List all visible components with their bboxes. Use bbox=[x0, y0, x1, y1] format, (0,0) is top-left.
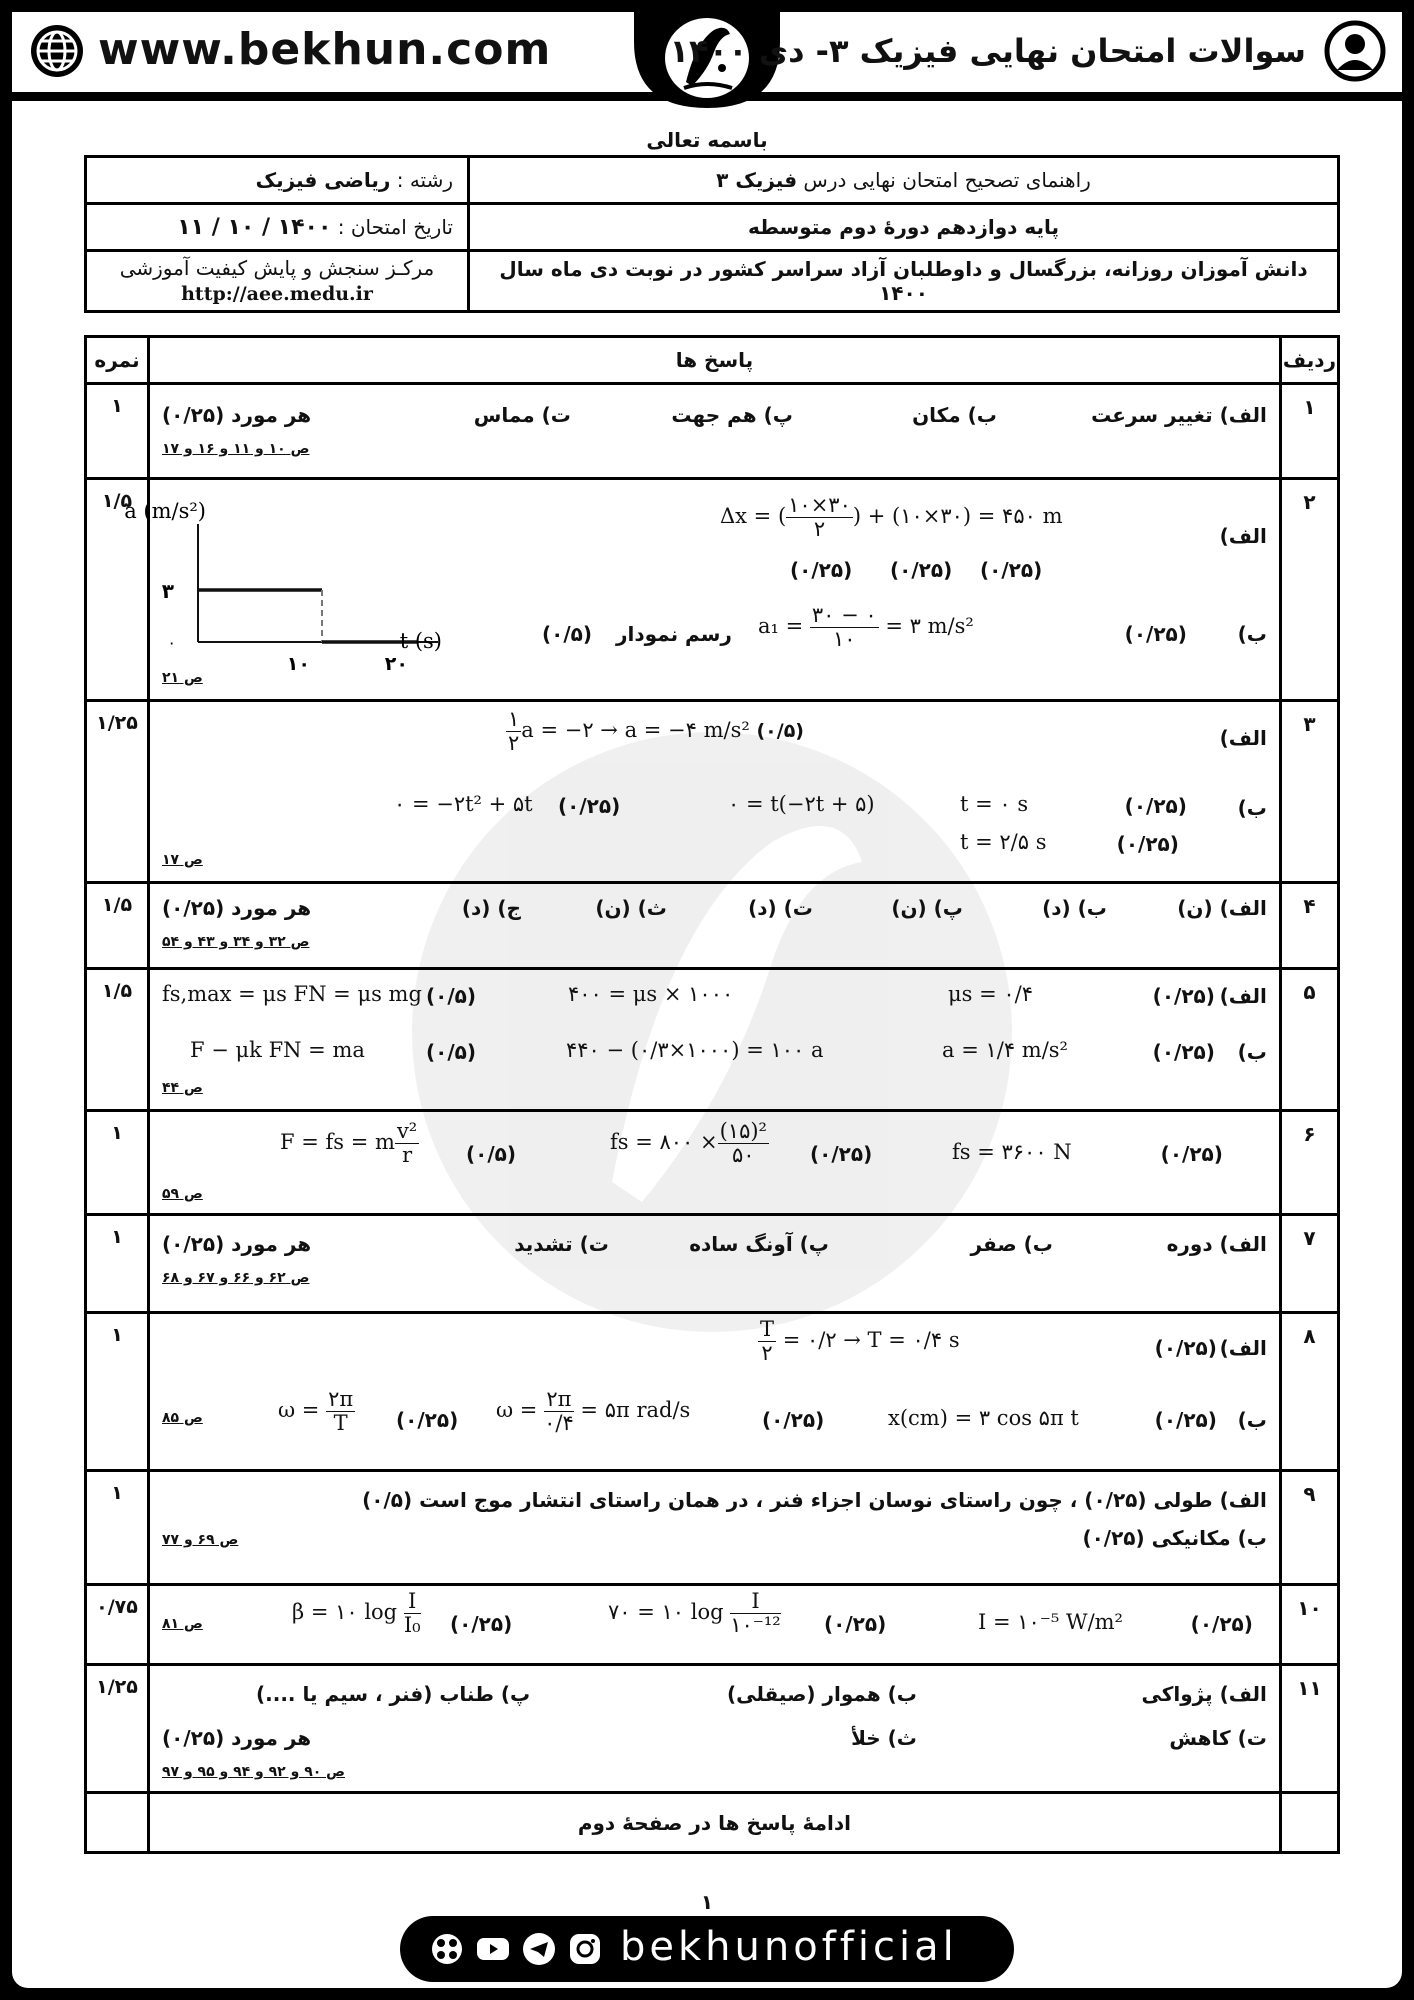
answer-item: ب) صفر bbox=[970, 1232, 1053, 1256]
row-score: ۱/۲۵ bbox=[86, 1665, 149, 1793]
score-mark: (۰/۲۵) bbox=[890, 558, 953, 582]
fraction bbox=[506, 708, 521, 755]
row-score: ۱/۵ bbox=[86, 969, 149, 1111]
table-row bbox=[86, 969, 1339, 1111]
part-label: ب) bbox=[1237, 1408, 1267, 1432]
part-label: ب) bbox=[1237, 1040, 1267, 1064]
score-mark: (۰/۲۵) bbox=[1154, 1408, 1217, 1432]
denominator: I₀ bbox=[403, 1613, 421, 1638]
row-score: ۱ bbox=[86, 1471, 149, 1585]
eq-rhs: ) + (۱۰×۳۰) = ۴۵۰ m bbox=[852, 504, 1063, 529]
row-score: ۱/۵ bbox=[86, 479, 149, 701]
eq-rhs: = ۳ m/s² bbox=[885, 614, 974, 639]
row-score: ۱ bbox=[86, 1111, 149, 1215]
col-score-header: نمره bbox=[86, 337, 149, 384]
equation-6a bbox=[280, 1120, 419, 1167]
denominator: r bbox=[402, 1143, 413, 1168]
score-mark: (۰/۲۵) bbox=[980, 558, 1043, 582]
answer-cell bbox=[124, 479, 1281, 701]
eq-lhs: ۷۰ = ۱۰ log bbox=[608, 1600, 724, 1625]
score-mark: (۰/۲۵) bbox=[1116, 832, 1179, 856]
equation-5b3: a = ۱/۴ m/s² bbox=[942, 1038, 1068, 1062]
graph-x-tick: ۲۰ bbox=[384, 653, 408, 675]
answer-item: ب) هموار (صیقلی) bbox=[726, 1682, 917, 1706]
eq-rhs: = ۵π rad/s bbox=[580, 1398, 691, 1423]
answer-item: ت) تشدید bbox=[514, 1232, 609, 1256]
equation-8a bbox=[758, 1318, 960, 1365]
score-mark: (۰/۲۵) bbox=[1124, 794, 1187, 818]
col-answers-header: پاسخ ها bbox=[149, 337, 1281, 384]
eq-lhs: a₁ = bbox=[758, 614, 804, 639]
page-reference: ص ۱۷ bbox=[162, 852, 203, 868]
table-row bbox=[86, 1215, 1339, 1313]
table-row bbox=[86, 1111, 1339, 1215]
acceleration-equation bbox=[758, 604, 974, 651]
header bbox=[12, 12, 1402, 101]
table-row bbox=[86, 883, 1339, 969]
part-label: الف) bbox=[1219, 984, 1267, 1008]
table-row bbox=[86, 1471, 1339, 1585]
score-mark: (۰/۲۵) bbox=[810, 1142, 873, 1166]
equation-8b1 bbox=[278, 1388, 355, 1435]
numerator: ۱۰×۳۰ bbox=[788, 493, 851, 517]
row-number: ۵ bbox=[1280, 969, 1338, 1111]
answer-cell bbox=[149, 883, 1281, 969]
part-label: الف) bbox=[1219, 726, 1267, 750]
answer-cell bbox=[149, 1665, 1281, 1793]
eq-lhs: ω = bbox=[278, 1398, 320, 1423]
graph-label: رسم نمودار bbox=[616, 622, 732, 646]
answer-item: ث) خلأ bbox=[851, 1726, 917, 1750]
row-number: ۳ bbox=[1280, 701, 1338, 883]
row-score: ۱ bbox=[86, 1313, 149, 1471]
equation-3b1: ۰ = −۲t² + ۵t bbox=[394, 792, 533, 816]
denominator: ۵۰ bbox=[732, 1143, 755, 1168]
students-line: دانش آموزان روزانه، بزرگسال و داوطلبان آزاد سراسر کشور در نوبت دی ماه سال ۱۴۰۰ bbox=[469, 251, 1339, 312]
answer-item: ت) کاهش bbox=[1169, 1726, 1267, 1750]
page-reference: ص ۴۴ bbox=[162, 1080, 203, 1096]
eq-lhs: Δx = ( bbox=[720, 504, 787, 529]
equation-3b4: t = ۲/۵ s bbox=[960, 830, 1047, 854]
denominator: ۰/۴ bbox=[544, 1411, 574, 1436]
score-mark: (۰/۲۵) bbox=[1160, 1142, 1223, 1166]
numerator: ۲π bbox=[328, 1387, 354, 1411]
fraction bbox=[544, 1388, 574, 1435]
table-row bbox=[86, 1665, 1339, 1793]
score-mark: (۰/۲۵) bbox=[1124, 622, 1187, 646]
empty-cell bbox=[1280, 1793, 1338, 1853]
numerator: v² bbox=[396, 1119, 418, 1143]
acceleration-time-graph bbox=[124, 488, 516, 675]
eq-lhs: fs = ۸۰۰ × bbox=[610, 1130, 718, 1155]
equation-10c: I = ۱۰⁻⁵ W/m² bbox=[978, 1610, 1123, 1634]
denominator: ۲ bbox=[813, 517, 826, 542]
equation-3b2: ۰ = t(−۲t + ۵) bbox=[728, 792, 875, 816]
row-score: ۱/۵ bbox=[86, 883, 149, 969]
continue-note: ادامهٔ پاسخ ها در صفحهٔ دوم bbox=[149, 1793, 1281, 1853]
score-mark: (۰/۵) bbox=[756, 720, 804, 743]
youtube-icon[interactable] bbox=[476, 1932, 510, 1966]
denominator: T bbox=[333, 1411, 348, 1436]
graph-x-tick: ۱۰ bbox=[286, 653, 310, 675]
row-number: ۸ bbox=[1280, 1313, 1338, 1471]
graph-origin: ۰ bbox=[167, 633, 176, 652]
instagram-icon[interactable] bbox=[568, 1932, 602, 1966]
part-label: ب) bbox=[1237, 622, 1267, 646]
numerator: I bbox=[730, 1590, 780, 1614]
numerator: ۱ bbox=[508, 707, 520, 731]
page-reference: ص ۸۱ bbox=[162, 1616, 203, 1632]
displacement-equation bbox=[720, 494, 1063, 541]
graph-y-label: a (m/s²) bbox=[124, 499, 206, 523]
row-number: ۱۱ bbox=[1280, 1665, 1338, 1793]
score-mark: (۰/۲۵) bbox=[450, 1612, 513, 1636]
aparat-icon[interactable] bbox=[430, 1932, 464, 1966]
row-number: ۶ bbox=[1280, 1111, 1338, 1215]
empty-cell bbox=[86, 1793, 149, 1853]
center-url[interactable]: http://aee.medu.ir bbox=[181, 282, 373, 305]
numerator: ۲π bbox=[544, 1388, 574, 1412]
header-title: سوالات امتحان نهایی فیزیک ۳- دی ۱۴۰۰ bbox=[669, 32, 1306, 70]
fraction bbox=[718, 1120, 769, 1167]
row-number: ۲ bbox=[1280, 479, 1338, 701]
score-mark: (۰/۲۵) bbox=[1154, 1336, 1217, 1360]
numerator: T bbox=[760, 1317, 775, 1341]
course-name: فیزیک ۳ bbox=[716, 168, 798, 192]
field-value: ریاضی فیزیک bbox=[255, 168, 391, 192]
score-mark: (۰/۵) bbox=[466, 1142, 516, 1166]
score-mark: (۰/۵) bbox=[542, 622, 592, 646]
score-mark: (۰/۵) bbox=[426, 984, 476, 1008]
equation-3b3: t = ۰ s bbox=[960, 792, 1029, 816]
table-row bbox=[86, 1793, 1339, 1853]
part-label: الف) bbox=[1219, 1336, 1267, 1360]
page-reference: ص ۶۲ و ۶۶ و ۶۷ و ۶۸ bbox=[162, 1270, 310, 1286]
answer-item: الف) (ن) bbox=[1177, 896, 1267, 920]
answer-cell bbox=[149, 1313, 1281, 1471]
answer-cell bbox=[149, 969, 1281, 1111]
exam-info-table bbox=[84, 155, 1340, 313]
part-label: الف) bbox=[1219, 524, 1267, 548]
answer-item: پ) هم جهت bbox=[671, 403, 793, 427]
equation-6c: fs = ۳۶۰۰ N bbox=[952, 1140, 1072, 1164]
fraction bbox=[730, 1590, 780, 1637]
page-reference: ص ۲۱ bbox=[162, 670, 203, 686]
score-mark: (۰/۲۵) bbox=[790, 558, 853, 582]
answer-line: ب) مکانیکی (۰/۲۵) bbox=[1082, 1526, 1267, 1550]
denominator: ۱۰⁻¹² bbox=[730, 1613, 781, 1638]
equation-6b bbox=[610, 1120, 769, 1167]
social-handle[interactable]: bekhunofficial bbox=[620, 1924, 958, 1970]
answer-cell bbox=[149, 1111, 1281, 1215]
answer-item: ت) مماس bbox=[473, 403, 571, 427]
score-note: هر مورد (۰/۲۵) bbox=[162, 896, 312, 920]
user-icon bbox=[1324, 20, 1386, 82]
bismillah: باسمه تعالی bbox=[646, 128, 768, 152]
answer-item: ج) (د) bbox=[461, 896, 521, 920]
social-footer bbox=[400, 1916, 1014, 1982]
equation-5b1: F − μk FN = ma bbox=[190, 1038, 365, 1062]
denominator: ۲ bbox=[508, 731, 520, 756]
answer-item: الف) پژواکی bbox=[1141, 1682, 1267, 1706]
answer-item: الف) دوره bbox=[1166, 1232, 1267, 1256]
date-label: تاریخ امتحان : bbox=[337, 214, 453, 239]
row-score: ۱ bbox=[86, 1215, 149, 1313]
answer-item: ب) (د) bbox=[1042, 896, 1107, 920]
score-mark: (۰/۲۵) bbox=[1152, 984, 1215, 1008]
answer-item: ث) (ن) bbox=[595, 896, 667, 920]
part-label: ب) bbox=[1237, 796, 1267, 820]
page-reference: ص ۶۹ و ۷۷ bbox=[162, 1532, 239, 1548]
score-mark: (۰/۲۵) bbox=[824, 1612, 887, 1636]
eq-rhs: = ۰/۲ → T = ۰/۴ s bbox=[782, 1328, 960, 1353]
answers-header-row bbox=[86, 337, 1339, 384]
graph-x-label: t (s) bbox=[399, 629, 442, 653]
table-row bbox=[86, 701, 1339, 883]
col-row-header: ردیف bbox=[1280, 337, 1338, 384]
row-number: ۱۰ bbox=[1280, 1585, 1338, 1665]
globe-icon bbox=[28, 22, 86, 80]
date-cell bbox=[86, 204, 469, 251]
equation-5a1: fs,max = μs FN = μs mg bbox=[162, 982, 422, 1006]
graph-y-tick: ۳ bbox=[161, 579, 174, 603]
site-url[interactable]: www.bekhun.com bbox=[98, 24, 552, 75]
eq-lhs: ω = bbox=[496, 1398, 538, 1423]
row-score: ۱ bbox=[86, 384, 149, 479]
page-reference: ص ۱۰ و ۱۱ و ۱۶ و ۱۷ bbox=[162, 441, 310, 457]
score-mark: (۰/۵) bbox=[426, 1040, 476, 1064]
fraction bbox=[786, 494, 853, 541]
answers-table bbox=[84, 335, 1340, 1854]
fraction bbox=[395, 1120, 419, 1167]
row-number: ۴ bbox=[1280, 883, 1338, 969]
exam-date: ۱۴۰۰ / ۱۰ / ۱۱ bbox=[177, 214, 332, 240]
score-mark: (۰/۲۵) bbox=[762, 1408, 825, 1432]
row-number: ۹ bbox=[1280, 1471, 1338, 1585]
eq-rhs: a = −۲ → a = −۴ m/s² bbox=[521, 718, 750, 743]
row-number: ۱ bbox=[1280, 384, 1338, 479]
row-score: ۱/۲۵ bbox=[86, 701, 149, 883]
equation-8b2 bbox=[496, 1388, 690, 1435]
denominator: ۱۰ bbox=[833, 627, 856, 652]
telegram-icon[interactable] bbox=[522, 1932, 556, 1966]
answer-item: پ) طناب (فنر ، سیم یا ....) bbox=[256, 1682, 531, 1706]
eq-lhs: F = fs = m bbox=[280, 1130, 395, 1155]
fraction bbox=[326, 1388, 355, 1435]
equation-5b2: ۴۴۰ − (۰/۳×۱۰۰۰) = ۱۰۰ a bbox=[566, 1038, 824, 1062]
row-number: ۷ bbox=[1280, 1215, 1338, 1313]
center-name: مرکـز سنجش و پایش کیفیت آموزشی bbox=[119, 255, 435, 280]
table-row bbox=[86, 384, 1339, 479]
score-mark: (۰/۲۵) bbox=[396, 1408, 459, 1432]
score-mark: (۰/۲۵) bbox=[558, 794, 621, 818]
score-note: هر مورد (۰/۲۵) bbox=[162, 403, 312, 427]
answer-item: ت) (د) bbox=[748, 896, 813, 920]
fraction bbox=[404, 1590, 421, 1637]
page-number: ۱ bbox=[700, 1890, 714, 1914]
equation-5a3: μs = ۰/۴ bbox=[948, 982, 1034, 1006]
answer-cell bbox=[149, 1471, 1281, 1585]
answer-cell bbox=[149, 1215, 1281, 1313]
numerator: (۱۵)² bbox=[719, 1119, 767, 1143]
field-label: رشته : bbox=[396, 168, 453, 192]
score-mark: (۰/۲۵) bbox=[1152, 1040, 1215, 1064]
equation-10a bbox=[292, 1590, 421, 1637]
answer-cell bbox=[149, 701, 1281, 883]
table-row bbox=[86, 1313, 1339, 1471]
score-note: هر مورد (۰/۲۵) bbox=[162, 1232, 312, 1256]
equation-5a2: ۴۰۰ = μs × ۱۰۰۰ bbox=[568, 982, 734, 1006]
answer-cell bbox=[149, 1585, 1281, 1665]
fraction bbox=[758, 1318, 776, 1365]
denominator: ۲ bbox=[761, 1341, 773, 1366]
page-frame bbox=[12, 12, 1402, 1988]
numerator: ۳۰ − ۰ bbox=[811, 603, 877, 627]
grade: پایه دوازدهم دورهٔ دوم متوسطه bbox=[469, 204, 1339, 251]
score-mark: (۰/۲۵) bbox=[1190, 1612, 1253, 1636]
page-reference: ص ۳۲ و ۳۴ و ۴۳ و ۵۴ bbox=[162, 934, 310, 950]
answer-item: ب) مکان bbox=[912, 403, 997, 427]
guide-cell bbox=[469, 157, 1339, 204]
equation-8b3: x(cm) = ۳ cos ۵π t bbox=[888, 1406, 1079, 1430]
answer-item: پ) آونگ ساده bbox=[689, 1232, 829, 1256]
guide-prefix: راهنمای تصحیح امتحان نهایی درس bbox=[803, 168, 1091, 192]
equation-3a bbox=[506, 708, 804, 755]
page-reference: ص ۵۹ bbox=[162, 1186, 203, 1202]
fraction bbox=[810, 604, 879, 651]
center-cell bbox=[86, 251, 469, 312]
answer-item: پ) (ن) bbox=[891, 896, 963, 920]
row-score: ۰/۷۵ bbox=[86, 1585, 149, 1665]
field-cell bbox=[86, 157, 469, 204]
answer-cell bbox=[149, 384, 1281, 479]
answer-line: الف) طولی (۰/۲۵) ، چون راستای نوسان اجزاء فنر ، در همان راستای انتشار موج است (۰/۵) bbox=[362, 1488, 1267, 1512]
table-row bbox=[86, 1585, 1339, 1665]
score-note: هر مورد (۰/۲۵) bbox=[162, 1726, 312, 1750]
eq-lhs: β = ۱۰ log bbox=[292, 1600, 398, 1625]
page-reference: ص ۹۰ و ۹۲ و ۹۴ و ۹۵ و ۹۷ bbox=[162, 1764, 345, 1780]
equation-10b bbox=[608, 1590, 781, 1637]
answer-item: الف) تغییر سرعت bbox=[1091, 403, 1267, 427]
numerator: I bbox=[404, 1590, 421, 1614]
table-row bbox=[86, 479, 1339, 701]
page-reference: ص ۸۵ bbox=[162, 1410, 203, 1426]
